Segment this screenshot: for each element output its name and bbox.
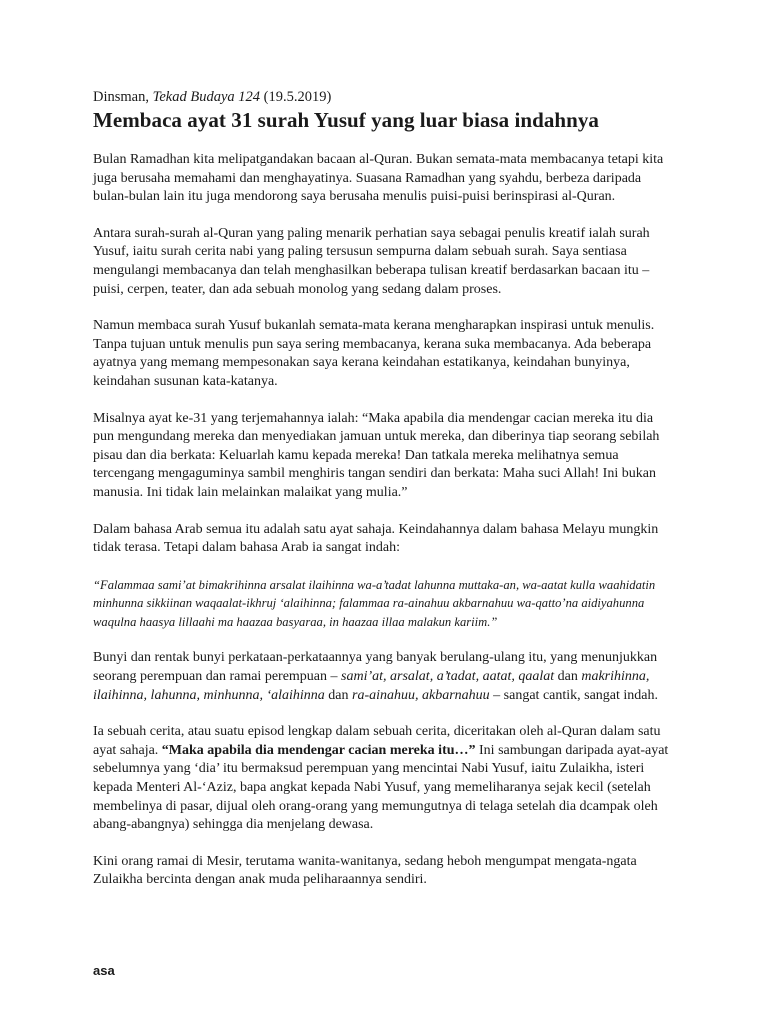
paragraph-8-bold-quote: “Maka apabila dia mendengar cacian mereka itu…” <box>161 742 476 758</box>
paragraph-7-words-1: sami’at, arsalat, a’tadat, aatat, qaalat <box>341 669 555 685</box>
footer-mark: asa <box>93 963 115 978</box>
article-title: Membaca ayat 31 surah Yusuf yang luar biasa indahnya <box>93 108 599 132</box>
paragraph-3: Namun membaca surah Yusuf bukanlah semata-mata kerana mengharapkan inspirasi untuk menulis. Tanpa tujuan untuk menulis pun saya sering membacanya, kerana suka membacanya. Ada beberapa ayatnya yang memang mempesonakan saya kerana keindahan estatikanya, keindahan bunyinya, keindahan susunan kata-katanya. <box>93 318 655 389</box>
paragraph-4: Misalnya ayat ke-31 yang terjemahannya ialah: “Maka apabila dia mendengar cacian mereka itu dia pun mengundang mereka dan menyediakan jamuan untuk mereka, dan diberinya tiap seorang sebilah pisau dan dia berkata: Keluarlah kamu kepada mereka! Dan tatkala mereka melihatnya semua tercengang mengaguminya sambil menghiris tangan sendiri dan berkata: Maha suci Allah! Ini bukan manusia. Ini tidak lain melainkan malaikat yang mulia.” <box>93 410 660 500</box>
paragraph-5: Dalam bahasa Arab semua itu adalah satu ayat sahaja. Keindahannya dalam bahasa Melayu mungkin tidak terasa. Tetapi dalam bahasa Arab ia sangat indah: <box>93 521 659 556</box>
paragraph-8-text-2: Ini sambungan daripada ayat-ayat sebelumnya yang ‘dia’ itu bermaksud perempuan yang mencintai Nabi Yusuf, iaitu Zulaikha, isteri kepada Menteri Al-‘Aziz, bapa angkat kepada Nabi Yusuf, yang memeliharanya sejak kecil (setelah membelinya di pasar, dijual oleh orang-orang yang memungutnya di telaga setelah dia dcampak oleh abang-abangnya) sehingga dia menjelang dewasa. <box>93 742 669 833</box>
paragraph-7 <box>93 649 673 705</box>
paragraph-9: Kini orang ramai di Mesir, terutama wanita-wanitanya, sedang heboh mengumpat mengata-ngata Zulaikha bercinta dengan anak muda peliharaannya sendiri. <box>93 853 637 888</box>
paragraph-7-text-1: Bunyi dan rentak bunyi perkataan-perkataannya yang banyak berulang-ulang itu, yang menunjukkan seorang perempuan dan ramai perempuan – <box>93 650 658 685</box>
document-page <box>93 88 673 890</box>
byline <box>93 88 673 106</box>
paragraph-1: Bulan Ramadhan kita melipatgandakan bacaan al-Quran. Bukan semata-mata membacanya tetapi kita juga berusaha memahami dan menghayatinya. Suasana Ramadhan yang syahdu, berbeza daripada bulan-bulan lain itu juga mendorong saya berusaha menulis puisi-puisi berinspirasi al-Quran. <box>93 152 664 205</box>
byline-author: Dinsman, <box>93 89 149 105</box>
paragraph-8 <box>93 723 673 835</box>
paragraph-7-words-3: ra-ainahuu, akbarnahuu <box>352 687 490 703</box>
paragraph-7-text-3: dan <box>324 687 352 703</box>
paragraph-7-text-2: dan <box>554 669 582 685</box>
paragraph-7-text-4: – sangat cantik, sangat indah. <box>489 687 659 703</box>
paragraph-7-words-2: makrihinna, ilaihinna, lahunna, minhunna, ‘alaihinna <box>93 669 650 703</box>
paragraph-8-text-1: Ia sebuah cerita, atau suatu episod lengkap dalam sebuah cerita, diceritakan oleh al-Quran dalam satu ayat sahaja. <box>93 724 661 758</box>
byline-date: (19.5.2019) <box>263 89 332 105</box>
byline-publication: Tekad Budaya 124 <box>152 89 261 105</box>
paragraph-2: Antara surah-surah al-Quran yang paling menarik perhatian saya sebagai penulis kreatif ialah surah Yusuf, iaitu surah cerita nabi yang paling tersusun sempurna dalam sebuah surah. Saya sentiasa mengulangi membacanya dan telah menghasilkan beberapa tulisan kreatif berdasarkan bacaan itu – puisi, cerpen, teater, dan ada sebuah monolog yang sedang dalam proses. <box>93 225 650 297</box>
arabic-transliteration-quote: “Falammaa sami’at bimakrihinna arsalat ilaihinna wa-a’tadat lahunna muttaka-an, wa-aatat kulla waahidatin minhunna sikkiinan waqaalat-ikhruj ‘alaihinna; falammaa ra-ainahuu akbarnahuu wa-qatto’na aidiyahunna waqulna haasya lillaahi ma haazaa basyaraa, in haazaa illaa malakun kariim.” <box>93 577 656 629</box>
